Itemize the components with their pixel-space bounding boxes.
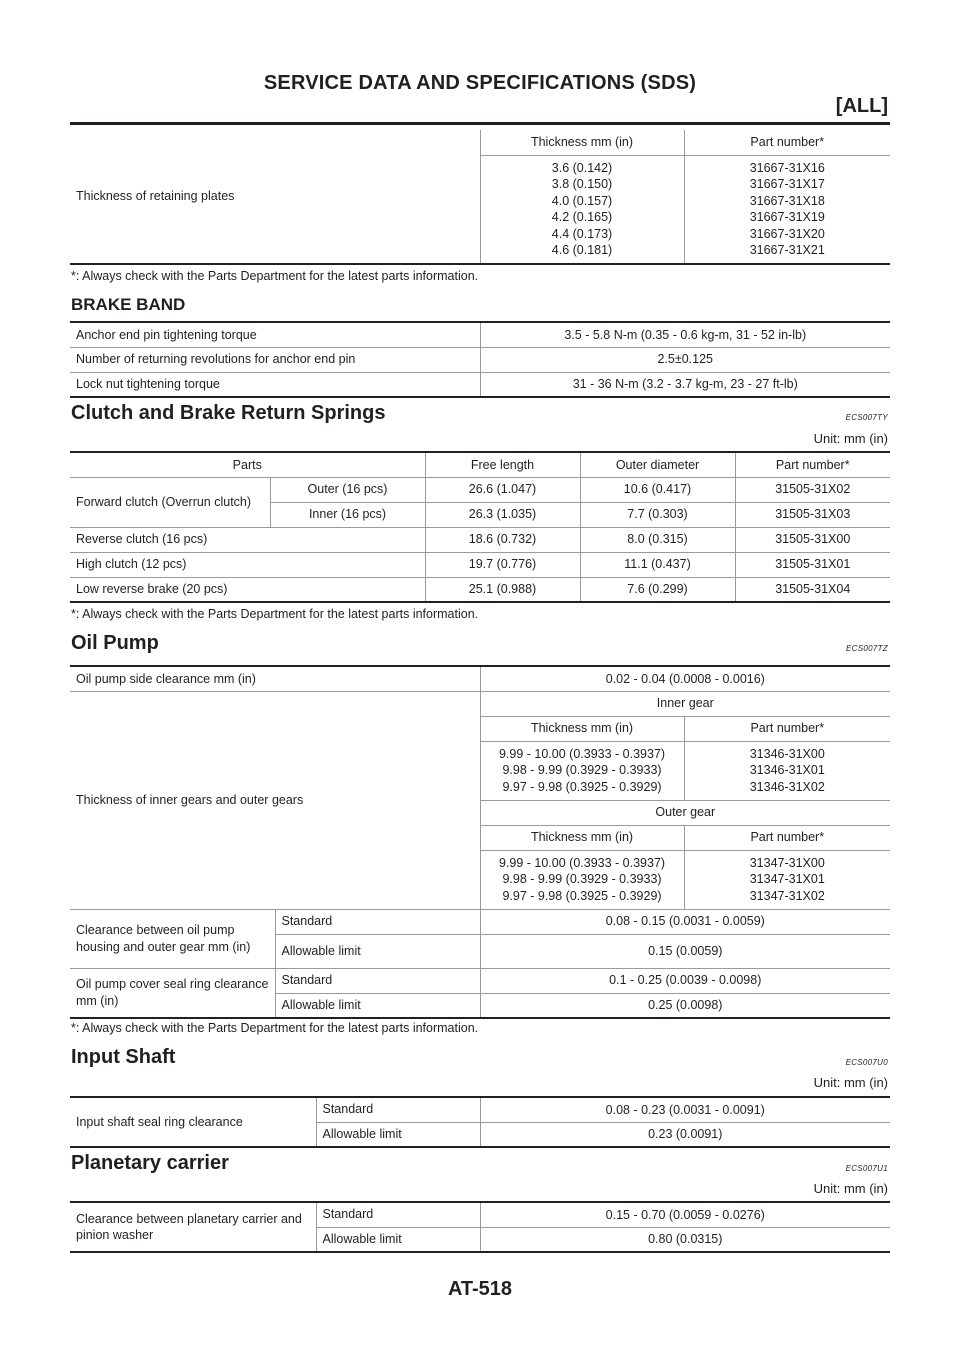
- table-cell: 26.3 (1.035): [425, 502, 580, 527]
- table-row: [70, 372, 890, 397]
- allowable-limit-label: Allowable limit: [316, 1122, 480, 1147]
- section-code: ECS007U1: [845, 1164, 888, 1173]
- column-header: Free length: [425, 452, 580, 477]
- column-header: Thickness mm (in): [480, 825, 684, 850]
- unit-label: Unit: mm (in): [813, 1075, 888, 1090]
- table-cell: 8.0 (0.315): [580, 527, 735, 552]
- table-cell: Reverse clutch (16 pcs): [70, 527, 425, 552]
- gears-thickness-label: Thickness of inner gears and outer gears: [70, 691, 480, 909]
- table-cell: 7.6 (0.299): [580, 577, 735, 602]
- list-item: 31667-31X18: [749, 193, 825, 208]
- list-item: 4.0 (0.157): [551, 193, 613, 208]
- input-shaft-allowable-value: 0.23 (0.0091): [480, 1122, 890, 1147]
- list-item: 3.6 (0.142): [551, 160, 613, 175]
- list-item: 31346-31X02: [749, 779, 825, 794]
- footnote: *: Always check with the Parts Department for the latest parts information.: [71, 1021, 479, 1035]
- table-cell: 31505-31X03: [735, 502, 890, 527]
- table-row: [70, 1202, 890, 1227]
- list-item: 31346-31X01: [749, 763, 825, 778]
- list-item: 9.99 - 10.00 (0.3933 - 0.3937): [498, 855, 666, 870]
- table-cell: 26.6 (1.047): [425, 477, 580, 502]
- list-item: 31667-31X20: [749, 226, 825, 241]
- input-shaft-standard-value: 0.08 - 0.23 (0.0031 - 0.0091): [480, 1097, 890, 1122]
- brake-band-label: Lock nut tightening torque: [70, 372, 480, 397]
- list-item: 31667-31X19: [749, 210, 825, 225]
- list-item: 31347-31X02: [749, 888, 825, 903]
- column-header: Thickness mm (in): [480, 716, 684, 741]
- brake-band-table: [70, 321, 890, 398]
- standard-label: Standard: [275, 968, 480, 993]
- table-row: [70, 577, 890, 602]
- planetary-carrier-label: Clearance between planetary carrier and pinion washer: [70, 1202, 316, 1252]
- list-item: 4.6 (0.181): [551, 243, 613, 258]
- unit-label: Unit: mm (in): [813, 1181, 888, 1196]
- housing-allowable-value: 0.15 (0.0059): [480, 934, 890, 968]
- seal-clearance-label: Oil pump cover seal ring clearance mm (in): [70, 968, 275, 1018]
- list-item: 9.97 - 9.98 (0.3925 - 0.3929): [502, 888, 662, 903]
- retaining-thickness-values: [480, 155, 684, 264]
- header-rule: [70, 122, 890, 125]
- table-cell: 25.1 (0.988): [425, 577, 580, 602]
- table-cell: 31505-31X04: [735, 577, 890, 602]
- oil-pump-side-clearance-label: Oil pump side clearance mm (in): [70, 666, 480, 691]
- table-cell: 7.7 (0.303): [580, 502, 735, 527]
- unit-label: Unit: mm (in): [813, 431, 888, 446]
- brake-band-value: 31 - 36 N-m (3.2 - 3.7 kg-m, 23 - 27 ft-lb): [480, 372, 890, 397]
- list-item: 31347-31X01: [749, 872, 825, 887]
- standard-label: Standard: [275, 909, 480, 934]
- table-row: [70, 477, 890, 502]
- table-row: [70, 527, 890, 552]
- oil-pump-side-clearance-value: 0.02 - 0.04 (0.0008 - 0.0016): [480, 666, 890, 691]
- table-row: [70, 552, 890, 577]
- section-title-input-shaft: Input Shaft: [71, 1046, 176, 1068]
- list-item: 3.8 (0.150): [551, 177, 613, 192]
- table-cell: Outer (16 pcs): [270, 477, 425, 502]
- column-header: Part number*: [684, 716, 890, 741]
- column-header: Part number*: [735, 452, 890, 477]
- list-item: 4.4 (0.173): [551, 226, 613, 241]
- table-cell: 11.1 (0.437): [580, 552, 735, 577]
- section-tag: [ALL]: [835, 95, 888, 117]
- column-header: Parts: [70, 452, 425, 477]
- page-number: AT-518: [447, 1278, 513, 1300]
- list-item: 31667-31X21: [749, 243, 825, 258]
- list-item: 9.98 - 9.99 (0.3929 - 0.3933): [502, 763, 662, 778]
- housing-clearance-label: Clearance between oil pump housing and outer gear mm (in): [70, 909, 275, 968]
- footnote: *: Always check with the Parts Department for the latest parts information.: [71, 607, 479, 621]
- list-item: 9.97 - 9.98 (0.3925 - 0.3929): [502, 779, 662, 794]
- standard-label: Standard: [316, 1097, 480, 1122]
- brake-band-value: 2.5±0.125: [480, 347, 890, 372]
- page-title: SERVICE DATA AND SPECIFICATIONS (SDS): [263, 72, 697, 94]
- table-row: [70, 1097, 890, 1122]
- allowable-limit-label: Allowable limit: [316, 1227, 480, 1252]
- table-row: [70, 347, 890, 372]
- list-item: 9.98 - 9.99 (0.3929 - 0.3933): [502, 872, 662, 887]
- table-cell: 18.6 (0.732): [425, 527, 580, 552]
- seal-standard-value: 0.1 - 0.25 (0.0039 - 0.0098): [480, 968, 890, 993]
- forward-clutch-label: Forward clutch (Overrun clutch): [70, 477, 270, 527]
- table-row: [70, 666, 890, 691]
- table-row: [70, 909, 890, 934]
- list-item: 9.99 - 10.00 (0.3933 - 0.3937): [498, 746, 666, 761]
- section-title-oil-pump: Oil Pump: [71, 632, 159, 654]
- table-cell: Low reverse brake (20 pcs): [70, 577, 425, 602]
- table-cell: 31505-31X02: [735, 477, 890, 502]
- outer-gear-thickness-values: [480, 850, 684, 909]
- table-cell: 19.7 (0.776): [425, 552, 580, 577]
- list-item: 31346-31X00: [749, 746, 825, 761]
- section-code: ECS007TY: [845, 413, 888, 422]
- retaining-plates-table: [70, 130, 890, 265]
- section-title-brake-band: BRAKE BAND: [71, 295, 186, 314]
- planetary-allowable-value: 0.80 (0.0315): [480, 1227, 890, 1252]
- table-cell: 10.6 (0.417): [580, 477, 735, 502]
- brake-band-value: 3.5 - 5.8 N-m (0.35 - 0.6 kg-m, 31 - 52 in-lb): [480, 322, 890, 347]
- retaining-thickness-header: Thickness mm (in): [480, 130, 684, 155]
- brake-band-label: Number of returning revolutions for anchor end pin: [70, 347, 480, 372]
- table-row: [70, 322, 890, 347]
- list-item: 4.2 (0.165): [551, 210, 613, 225]
- housing-standard-value: 0.08 - 0.15 (0.0031 - 0.0059): [480, 909, 890, 934]
- table-header-row: [70, 452, 890, 477]
- inner-gear-thickness-values: [480, 741, 684, 800]
- planetary-standard-value: 0.15 - 0.70 (0.0059 - 0.0276): [480, 1202, 890, 1227]
- table-row: [70, 691, 890, 716]
- section-code: ECS007TZ: [846, 644, 888, 653]
- table-cell: 31505-31X01: [735, 552, 890, 577]
- springs-table: [70, 451, 890, 603]
- footnote: *: Always check with the Parts Department for the latest parts information.: [71, 269, 479, 283]
- table-cell: Inner (16 pcs): [270, 502, 425, 527]
- retaining-part-values: [684, 155, 890, 264]
- oil-pump-table: [70, 665, 890, 1019]
- standard-label: Standard: [316, 1202, 480, 1227]
- planetary-carrier-table: [70, 1201, 890, 1253]
- allowable-limit-label: Allowable limit: [275, 934, 480, 968]
- section-title-planetary-carrier: Planetary carrier: [71, 1152, 229, 1174]
- inner-gear-part-values: [684, 741, 890, 800]
- outer-gear-heading: Outer gear: [480, 800, 890, 825]
- table-cell: 31505-31X00: [735, 527, 890, 552]
- input-shaft-table: [70, 1096, 890, 1148]
- list-item: 31667-31X17: [749, 177, 825, 192]
- input-shaft-label: Input shaft seal ring clearance: [70, 1097, 316, 1147]
- allowable-limit-label: Allowable limit: [275, 993, 480, 1018]
- brake-band-label: Anchor end pin tightening torque: [70, 322, 480, 347]
- outer-gear-part-values: [684, 850, 890, 909]
- list-item: 31347-31X00: [749, 855, 825, 870]
- table-row: [70, 968, 890, 993]
- inner-gear-heading: Inner gear: [480, 691, 890, 716]
- list-item: 31667-31X16: [749, 160, 825, 175]
- column-header: Outer diameter: [580, 452, 735, 477]
- section-code: ECS007U0: [845, 1058, 888, 1067]
- seal-allowable-value: 0.25 (0.0098): [480, 993, 890, 1018]
- table-cell: High clutch (12 pcs): [70, 552, 425, 577]
- retaining-plates-label: Thickness of retaining plates: [70, 130, 480, 264]
- section-title-springs: Clutch and Brake Return Springs: [71, 402, 386, 424]
- column-header: Part number*: [684, 825, 890, 850]
- retaining-part-header: Part number*: [684, 130, 890, 155]
